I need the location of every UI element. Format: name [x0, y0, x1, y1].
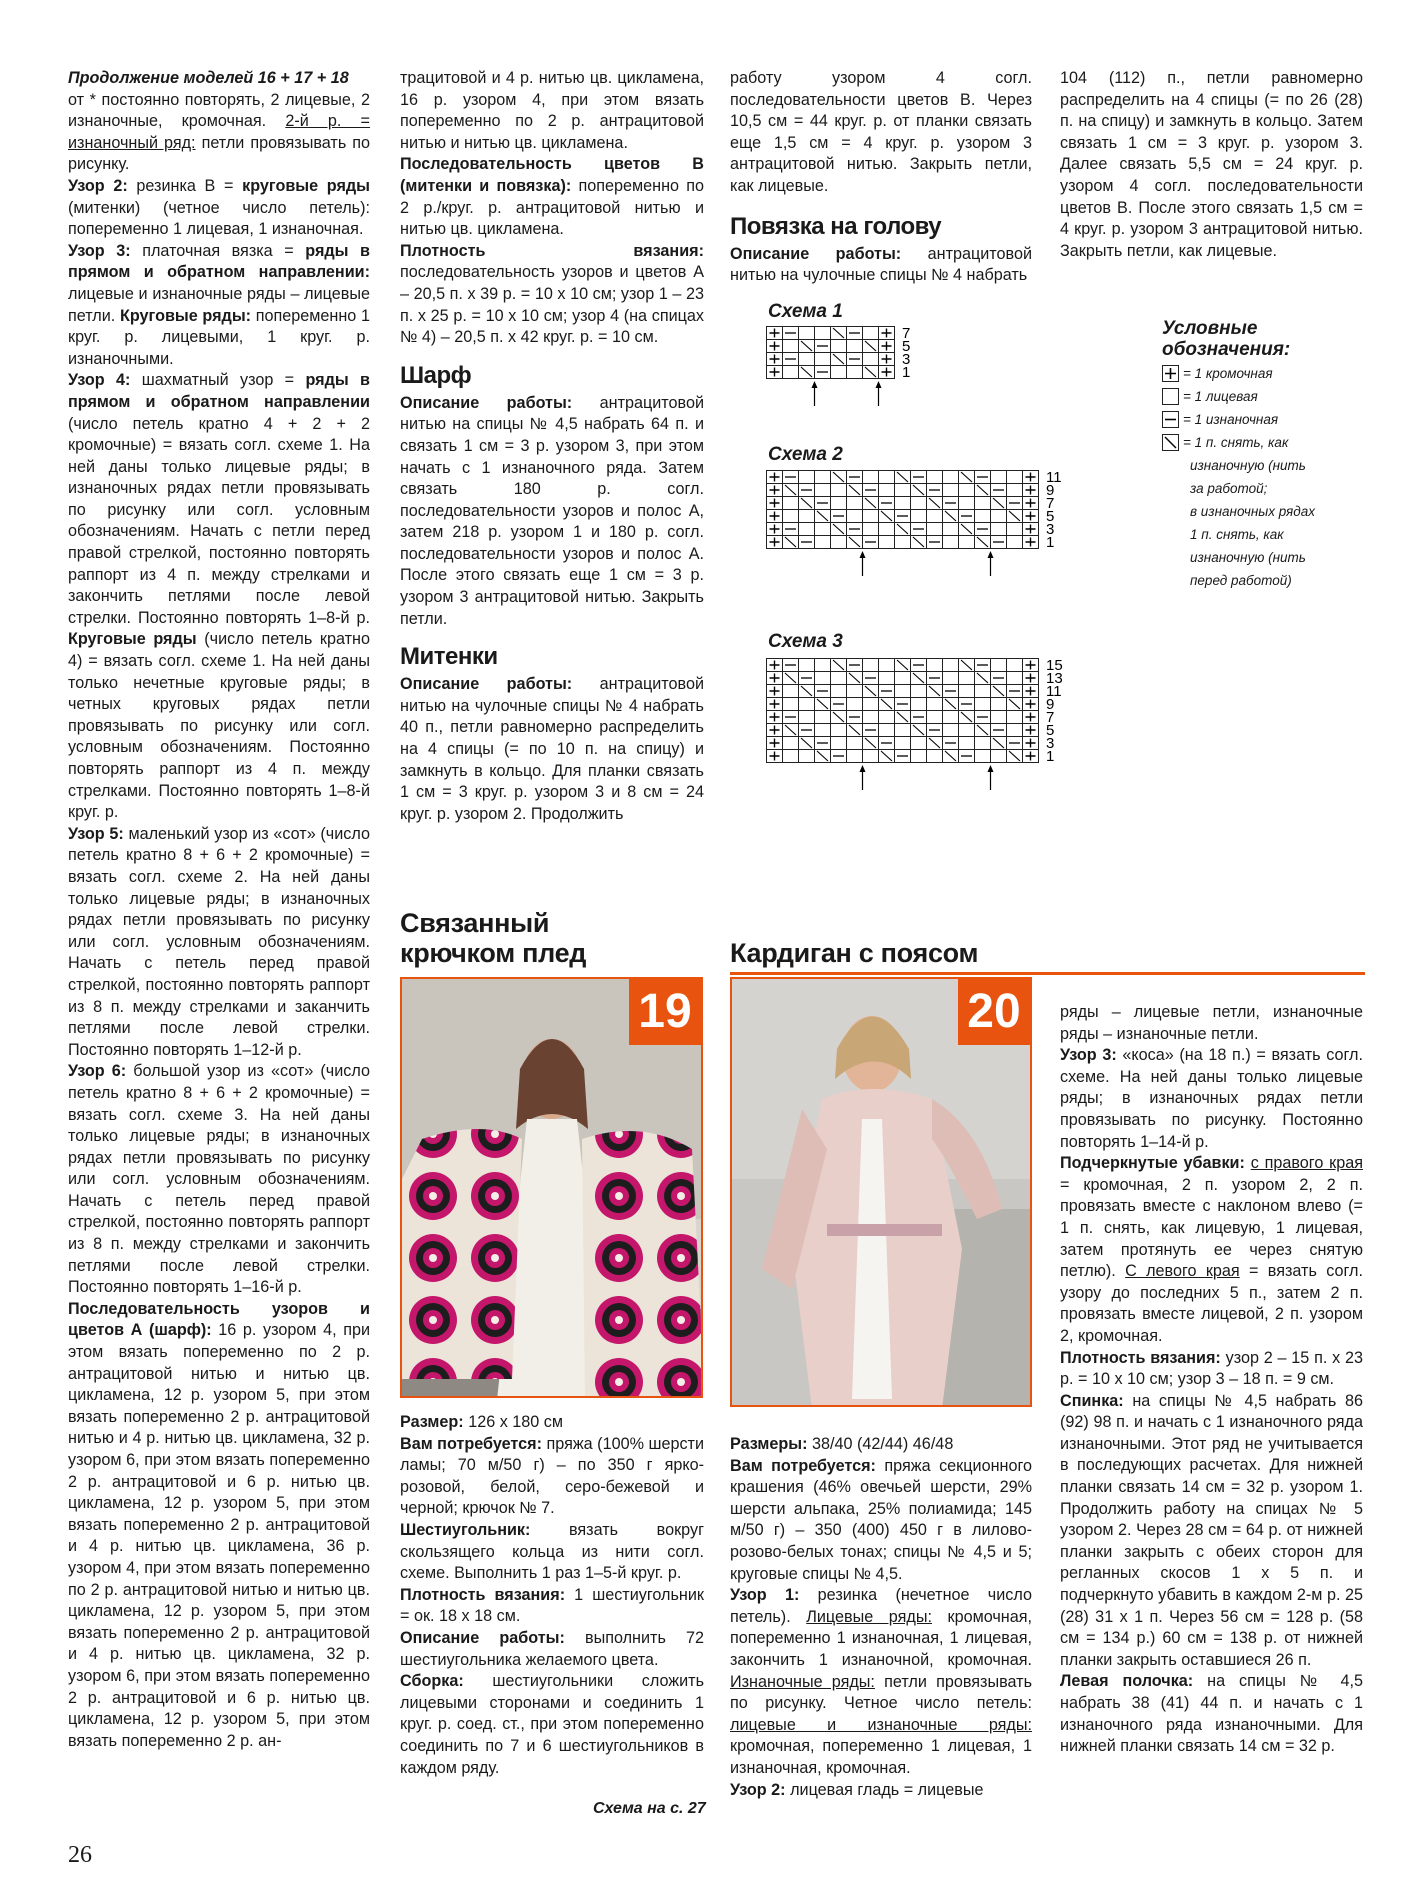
chart-cell [927, 510, 943, 523]
chart-cell [943, 471, 959, 484]
column-4 [1060, 68, 1363, 262]
chart-cell [783, 750, 799, 763]
chart-cell [879, 711, 895, 724]
repeat-arrow-head [860, 765, 866, 772]
chart-cell [831, 366, 847, 379]
chart-cell [991, 659, 1007, 672]
chart-cell [863, 659, 879, 672]
chart-cell [847, 698, 863, 711]
scheme-3-title: Схема 3 [768, 631, 843, 652]
chart-cell [911, 737, 927, 750]
model-20-text-left: Размеры: 38/40 (42/44) 46/48 Вам потребуется: пряжа секционного крашения (46% овечьей шерсти, 29% шерсти альпака, 25% полиамида; 145 м/50 г) – 350 (400) 450 г в лилово-розово-белых тонах; спицы № 4,5 и 5; круговые спицы № 4,5. Узор 1: резинка (нечетное число петель). Лицевые ряды: кромочная, попеременно 1 изнаночная, 1 лицевая, закончить 1 изнаночной, кромочная. Изнаночные ряды: петли провязывать по рисунку. Четное число петель: лицевые и изнаночные ряды: кромочная, попеременно 1 лицевая, 1 изнаночная, кромочная. Узор 2: лицевая гладь = лицевые [730, 1435, 1033, 1799]
chart-cell [847, 750, 863, 763]
chart-cell [991, 523, 1007, 536]
chart-cell [815, 659, 831, 672]
chart-cell [975, 497, 991, 510]
chart-cell [943, 672, 959, 685]
chart-cell [879, 523, 895, 536]
row-number: 13 [1046, 670, 1063, 687]
chart-cell [943, 523, 959, 536]
purl-stitch-icon [1162, 411, 1179, 428]
chart-cell [1007, 471, 1023, 484]
chart-cell [927, 471, 943, 484]
column-3 [730, 68, 1032, 287]
page-number: 26 [68, 1842, 92, 1868]
chart-cell [863, 750, 879, 763]
chart-cell [975, 510, 991, 523]
gauge: Плотность вязания: последовательность узоров и цветов А – 20,5 п. x 39 р. = 10 x 10 см; узор 1 – 23 п. x 25 р. = 10 x 10 см; узор 4 (на спицах № 4) – 20,5 п. x 42 круг. р. = 10 см. [400, 241, 704, 347]
chart-cell [911, 685, 927, 698]
knit-stitch-icon [1162, 388, 1179, 405]
row-number: 9 [1046, 482, 1055, 499]
chart-cell [975, 750, 991, 763]
chart-cell [879, 471, 895, 484]
row-number: 1 [1046, 748, 1055, 765]
legend-text: изнаночную (нить [1190, 550, 1306, 565]
chart-cell [959, 497, 975, 510]
model-20-title: Кардиган с поясом [730, 938, 979, 968]
edge-stitch-icon [1162, 365, 1179, 382]
chart-cell [783, 366, 799, 379]
mittens-description: Описание работы: антрацитовой нитью на чулочные спицы № 4 набрать 40 п., петли равномерно распределить на 4 спицы (= по 10 п. на спицу) и замкнуть в кольцо. Для планки связать 1 см = 3 круг. р. узором 3 и 8 см = 24 круг. р. узором 2. Продолжить [400, 675, 704, 823]
chart-cell [799, 353, 815, 366]
row-number: 15 [1046, 658, 1063, 674]
chart-cell [959, 685, 975, 698]
chart-cell [783, 340, 799, 353]
chart-cell [831, 685, 847, 698]
scheme-1-grid [766, 326, 966, 446]
row-number: 3 [1046, 521, 1055, 538]
legend-slip: = 1 п. снять, как [1162, 431, 1362, 454]
row-number: 7 [1046, 709, 1055, 726]
chart-cell [927, 711, 943, 724]
chart-cell [911, 497, 927, 510]
chart-cell [1007, 523, 1023, 536]
headband-description: Описание работы: антрацитовой нитью на чулочные спицы № 4 набрать [730, 244, 1032, 285]
model-number-badge: 20 [958, 979, 1030, 1045]
row-number: 9 [1046, 696, 1055, 713]
chart-cell [927, 659, 943, 672]
chart-cell [1007, 724, 1023, 737]
column-2 [400, 68, 704, 825]
chart-cell [863, 327, 879, 340]
pattern-text: от * постоянно повторять, 2 лицевые, 2 изнаночные, кромочная. 2-й р. = изнаночный ряд: петли провязывать по рисунку. [68, 90, 371, 174]
repeat-arrow-head [988, 551, 994, 558]
row-number: 1 [902, 364, 911, 381]
chart-cell [799, 471, 815, 484]
chart-cell [847, 340, 863, 353]
chart-cell [895, 536, 911, 549]
chart-cell [943, 711, 959, 724]
chart-cell [927, 698, 943, 711]
legend [1162, 318, 1362, 592]
chart-cell [879, 484, 895, 497]
chart-cell [863, 698, 879, 711]
chart-cell [815, 484, 831, 497]
chart-cell [895, 724, 911, 737]
chart-cell [783, 698, 799, 711]
chart-cell [943, 484, 959, 497]
chart-cell [799, 523, 815, 536]
pattern-6: Узор 6: большой узор из «сот» (число петель кратно 8 + 6 + 2 кромочные) = вязать согл. схеме 3. На ней даны только лицевые ряды; в изнаночных рядах петли провязывать по рисунку или согл. условным обозначениям. Начать с петель перед правой стрелкой, постоянно повторять раппорт из 8 п. между стрелками и закончить петлями после левой стрелки. Постоянно повторять 1–16-й р. [68, 1062, 370, 1297]
chart-cell [1007, 659, 1023, 672]
chart-cell [799, 711, 815, 724]
chart-cell [991, 698, 1007, 711]
chart-cell [815, 724, 831, 737]
continuation-heading: Продолжение моделей 16 + 17 + 18 [68, 69, 349, 87]
title-rule [730, 972, 1365, 975]
chart-cell [895, 737, 911, 750]
chart-cell [991, 711, 1007, 724]
chart-cell [895, 685, 911, 698]
row-number: 5 [1046, 508, 1055, 525]
pattern-5: Узор 5: маленький узор из «сот» (число петель кратно 8 + 6 + 2 кромочные) = вязать согл. схеме 2. На ней даны только лицевые ряды; в изнаночных рядах петли провязывать по рисунку или согл. условным обозначениям. Начать с петель перед правой стрелкой, постоянно повторять раппорт из 8 п. между стрелками и заканчить петлями после левой стрелки. Постоянно повторять 1–12-й р. [68, 824, 370, 1059]
repeat-arrow-head [876, 381, 882, 388]
legend-text: перед работой) [1190, 573, 1292, 588]
model-19-photo [400, 977, 703, 1398]
chart-cell [831, 497, 847, 510]
chart-cell [959, 737, 975, 750]
chart-cell [959, 724, 975, 737]
chart-cell [783, 497, 799, 510]
chart-cell [943, 536, 959, 549]
headband-heading: Повязка на голову [730, 212, 942, 240]
sequence-b: Последовательность цветов В (митенки и повязка): попеременно по 2 р./круг. р. антрацитовой нитью и нитью цв. цикламена. [400, 155, 704, 239]
pattern-2: Узор 2: резинка В = круговые ряды (митенки) (четное число петель): попеременно 1 лицевая, 1 изнаночная. [68, 176, 370, 239]
scheme-2-title: Схема 2 [768, 444, 843, 465]
scheme-2-grid [766, 470, 1156, 635]
chart-cell [975, 737, 991, 750]
chart-cell [815, 536, 831, 549]
row-number: 1 [1046, 534, 1055, 551]
legend-text: в изнаночных рядах [1190, 504, 1315, 519]
row-number: 5 [902, 338, 911, 355]
chart-cell [911, 698, 927, 711]
chart-cell [879, 672, 895, 685]
scarf-heading: Шарф [400, 361, 472, 389]
mittens-heading: Митенки [400, 643, 498, 671]
chart-cell [975, 698, 991, 711]
slip-stitch-icon [1162, 434, 1179, 451]
row-number: 5 [1046, 722, 1055, 739]
model-20-text-right: ряды – лицевые петли, изнаночные ряды – изнаночные петли. Узор 3: «коса» (на 18 п.) = вязать согл. схеме. На ней даны только лицевые ряды; в изнаночных рядах петли провязывать по рисунку. Постоянно повторять 1–14-й р. Подчеркнутые убавки: с правого края = кромочная, 2 п. узором 2, 2 п. провязать вместе с наклоном влево (= 1 п. снять, как лицевую, 1 лицевая, затем протянуть ее через снятую петлю). С левого края = вязать согл. узору до последних 5 п., затем 2 п. провязать вместе лицевой, 2 п. узором 2, кромочная. Плотность вязания: узор 2 – 15 п. x 23 р. = 10 x 10 см; узор 3 – 18 п. = 9 см. Спинка: на спицы № 4,5 набрать 86 (92) 98 п. и начать с 1 изнаночного ряда изнаночными. Этот ряд не учитывается в последующих расчетах. Для нижней планки связать 14 см = 32 р. узором 1. Продолжить работу на спицах № 5 узором 2. Через 28 см = 64 р. от нижней планки закрыть с обеих сторон для регланных скосов 1 x 5 п. и подчеркнуто убавить в каждом 2-м р. 25 (28) 31 x 1 п. Через 56 см = 128 р. (58 см = 134 р.) 60 см = 138 р. от нижней планки закрыть оставшиеся 26 п. Левая полочка: на спицы № 4,5 набрать 38 (41) 44 п. и начать с 1 изнаночного ряда изнаночными. Для нижней планки связать 14 см = 32 р. [1060, 1003, 1364, 1756]
chart-cell [975, 685, 991, 698]
row-number: 7 [902, 326, 911, 342]
chart-cell [943, 724, 959, 737]
repeat-arrow-head [812, 381, 818, 388]
chart-cell [911, 510, 927, 523]
row-number: 7 [1046, 495, 1055, 512]
chart-cell [847, 366, 863, 379]
model-19-text: Размер: 126 x 180 см Вам потребуется: пряжа (100% шерсти ламы; 70 м/50 г) – по 350 г ярко-розовой, белой, серо-бежевой и черной; крючок № 7. Шестиугольник: вязать вокруг скользящего кольца из нити согл. схеме. Выполнить 1 раз 1–5-й круг. р. Плотность вязания: 1 шестиугольник = ок. 18 x 18 см. Описание работы: выполнить 72 шестиугольника желаемого цвета. Сборка: шестиугольники сложить лицевыми сторонами и соединить 1 круг. р. соед. ст., при этом попеременно соединить по 7 и 6 шестиугольников в каждом ряду. [400, 1413, 705, 1777]
chart-cell [831, 484, 847, 497]
chart-cell [991, 510, 1007, 523]
pattern-4: Узор 4: шахматный узор = ряды в прямом и обратном направлении (число петель кратно 4 + 2 + 2 кромочные) = вязать согл. схеме 1. На ней даны только лицевые ряды; в изнаночных рядах петли провязывать по рисунку или согл. условным обозначениям. Начать с петли перед правой стрелкой, постоянно повторять раппорт из 4 п. между стрелками и закончить петлями после левой стрелки. Постоянно повторять 1–8-й р. Круговые ряды (число петель кратно 4) = вязать согл. схеме 1. На ней даны только нечетные круговые ряды; в четных круговых рядах петли провязывать по рисунку или согл. условным обозначениям. Постоянно повторять раппорт из 4 п. между стрелками. Постоянно повторять 1–8-й круг. р. [68, 371, 371, 822]
chart-cell [815, 672, 831, 685]
chart-cell [927, 523, 943, 536]
row-number: 11 [1046, 683, 1062, 700]
chart-cell [991, 750, 1007, 763]
chart-cell [895, 672, 911, 685]
pattern-3: Узор 3: платочная вязка = ряды в прямом и обратном направлении: лицевые и изнаночные ряды – лицевые петли. Круговые ряды: попеременно 1 круг. р. лицевыми, 1 круг. р. изнаночными. [68, 241, 371, 368]
chart-cell [959, 536, 975, 549]
chart-cell [799, 510, 815, 523]
model-20-photo [730, 977, 1032, 1407]
chart-cell [831, 672, 847, 685]
chart-cell [799, 698, 815, 711]
chart-cell [815, 353, 831, 366]
chart-cell [863, 523, 879, 536]
repeat-arrow-head [860, 551, 866, 558]
chart-cell [831, 536, 847, 549]
chart-cell [895, 484, 911, 497]
chart-cell [815, 327, 831, 340]
chart-cell [911, 750, 927, 763]
row-number: 3 [902, 351, 911, 368]
continuation-text: 104 (112) п., петли равномерно распределить на 4 спицы (= по 26 (28) п. на спицу) и замкнуть в кольцо. Затем связать 1 см = 3 круг. р. узором 3. Далее связать 5,5 см = 24 круг. р. узором 4 согл. последовательности цветов В. После этого связать 1,5 см = 4 круг. р. узором 3 антрацитовой нитью. Закрыть петли, как лицевые. [1060, 69, 1363, 260]
sequence-a: Последовательность узоров и цветов А (шарф): 16 р. узором 4, при этом вязать попеременно по 2 р. антрацитовой нитью и нитью цв. цикламена, 12 р. узором 5, при этом вязать попеременно 2 р. антрацитовой нитью и 4 р. нитью цв. цикламена, 32 р. узором 6, при этом вязать попеременно 2 р. антрацитовой и 6 р. нитью цв. цикламена, 12 р. узором 5, при этом вязать попеременно 2 р. антрацитовой и 4 р. нитью цв. цикламена, 36 р. узором 4, при этом вязать попеременно по 2 р. антрацитовой нитью и нитью цв. цикламена, 12 р. узором 5, при этом вязать попеременно 2 р. антрацитовой и 4 р. нитью цв. цикламена, 32 р. узором 6, при этом вязать попеременно 2 р. антрацитовой и 6 р. нитью цв. цикламена, 12 р. узором 5, при этом вязать попеременно 2 р. ан- [68, 1299, 371, 1750]
legend-knit: = 1 лицевая [1162, 385, 1362, 408]
chart-cell [831, 340, 847, 353]
model-19-title: Связанный крючком плед [400, 908, 587, 968]
legend-title: Условные обозначения: [1162, 318, 1291, 360]
continuation-text: трацитовой и 4 р. нитью цв. цикламена, 16 р. узором 4, при этом вязать попеременно по 2 р. антрацитовой нитью и нитью цв. цикламена. [400, 69, 704, 152]
chart-cell [959, 672, 975, 685]
chart-cell [863, 711, 879, 724]
chart-cell [847, 497, 863, 510]
chart-cell [783, 737, 799, 750]
legend-text: 1 п. снять, как [1190, 527, 1284, 542]
chart-cell [799, 659, 815, 672]
legend-edge: = 1 кромочная [1162, 362, 1362, 385]
chart-cell [847, 510, 863, 523]
chart-cell [1007, 711, 1023, 724]
chart-cell [863, 353, 879, 366]
chart-cell [1007, 536, 1023, 549]
chart-cell [831, 724, 847, 737]
repeat-arrow-head [988, 765, 994, 772]
chart-cell [847, 685, 863, 698]
chart-cell [943, 659, 959, 672]
legend-text: за работой; [1190, 481, 1268, 496]
chart-cell [879, 536, 895, 549]
model-number-badge: 19 [629, 979, 701, 1045]
chart-cell [799, 327, 815, 340]
chart-cell [879, 659, 895, 672]
chart-cell [783, 685, 799, 698]
chart-cell [815, 523, 831, 536]
chart-cell [879, 724, 895, 737]
chart-cell [815, 471, 831, 484]
chart-cell [863, 510, 879, 523]
chart-cell [847, 737, 863, 750]
chart-cell [991, 471, 1007, 484]
legend-purl: = 1 изнаночная [1162, 408, 1362, 431]
legend-text: изнаночную (нить [1190, 458, 1306, 473]
chart-cell [831, 737, 847, 750]
continuation-text: работу узором 4 согл. последовательности цветов В. Через 10,5 см = 44 круг. р. от планки связать еще 1,5 см = 4 круг. р. узором 3 антрацитовой нитью. Закрыть петли, как лицевые. [730, 69, 1032, 195]
row-number: 3 [1046, 735, 1055, 752]
scheme-3-grid [766, 658, 1156, 863]
chart-cell [895, 497, 911, 510]
chart-cell [863, 471, 879, 484]
chart-cell [1007, 672, 1023, 685]
chart-cell [815, 711, 831, 724]
chart-cell [927, 750, 943, 763]
chart-cell [1007, 484, 1023, 497]
scarf-description: Описание работы: антрацитовой нитью на спицы № 4,5 набрать 64 п. и связать 1 см = 3 р. узором 3, при этом начать с 1 изнаночного ряда. Затем связать 180 р. согл. последовательности узоров и полос А, затем 218 р. узором 1 и 180 р. согл. последовательности узоров и полос А. После этого связать еще 1 см = 3 р. узором 3 антрацитовой нитью. Закрыть петли. [400, 393, 704, 628]
chart-cell [959, 484, 975, 497]
chart-cell [783, 510, 799, 523]
column-1 [68, 68, 370, 1752]
chart-cell [799, 750, 815, 763]
row-number: 11 [1046, 470, 1062, 486]
scheme-1-title: Схема 1 [768, 301, 843, 322]
scheme-reference: Схема на с. 27 [593, 1800, 706, 1817]
